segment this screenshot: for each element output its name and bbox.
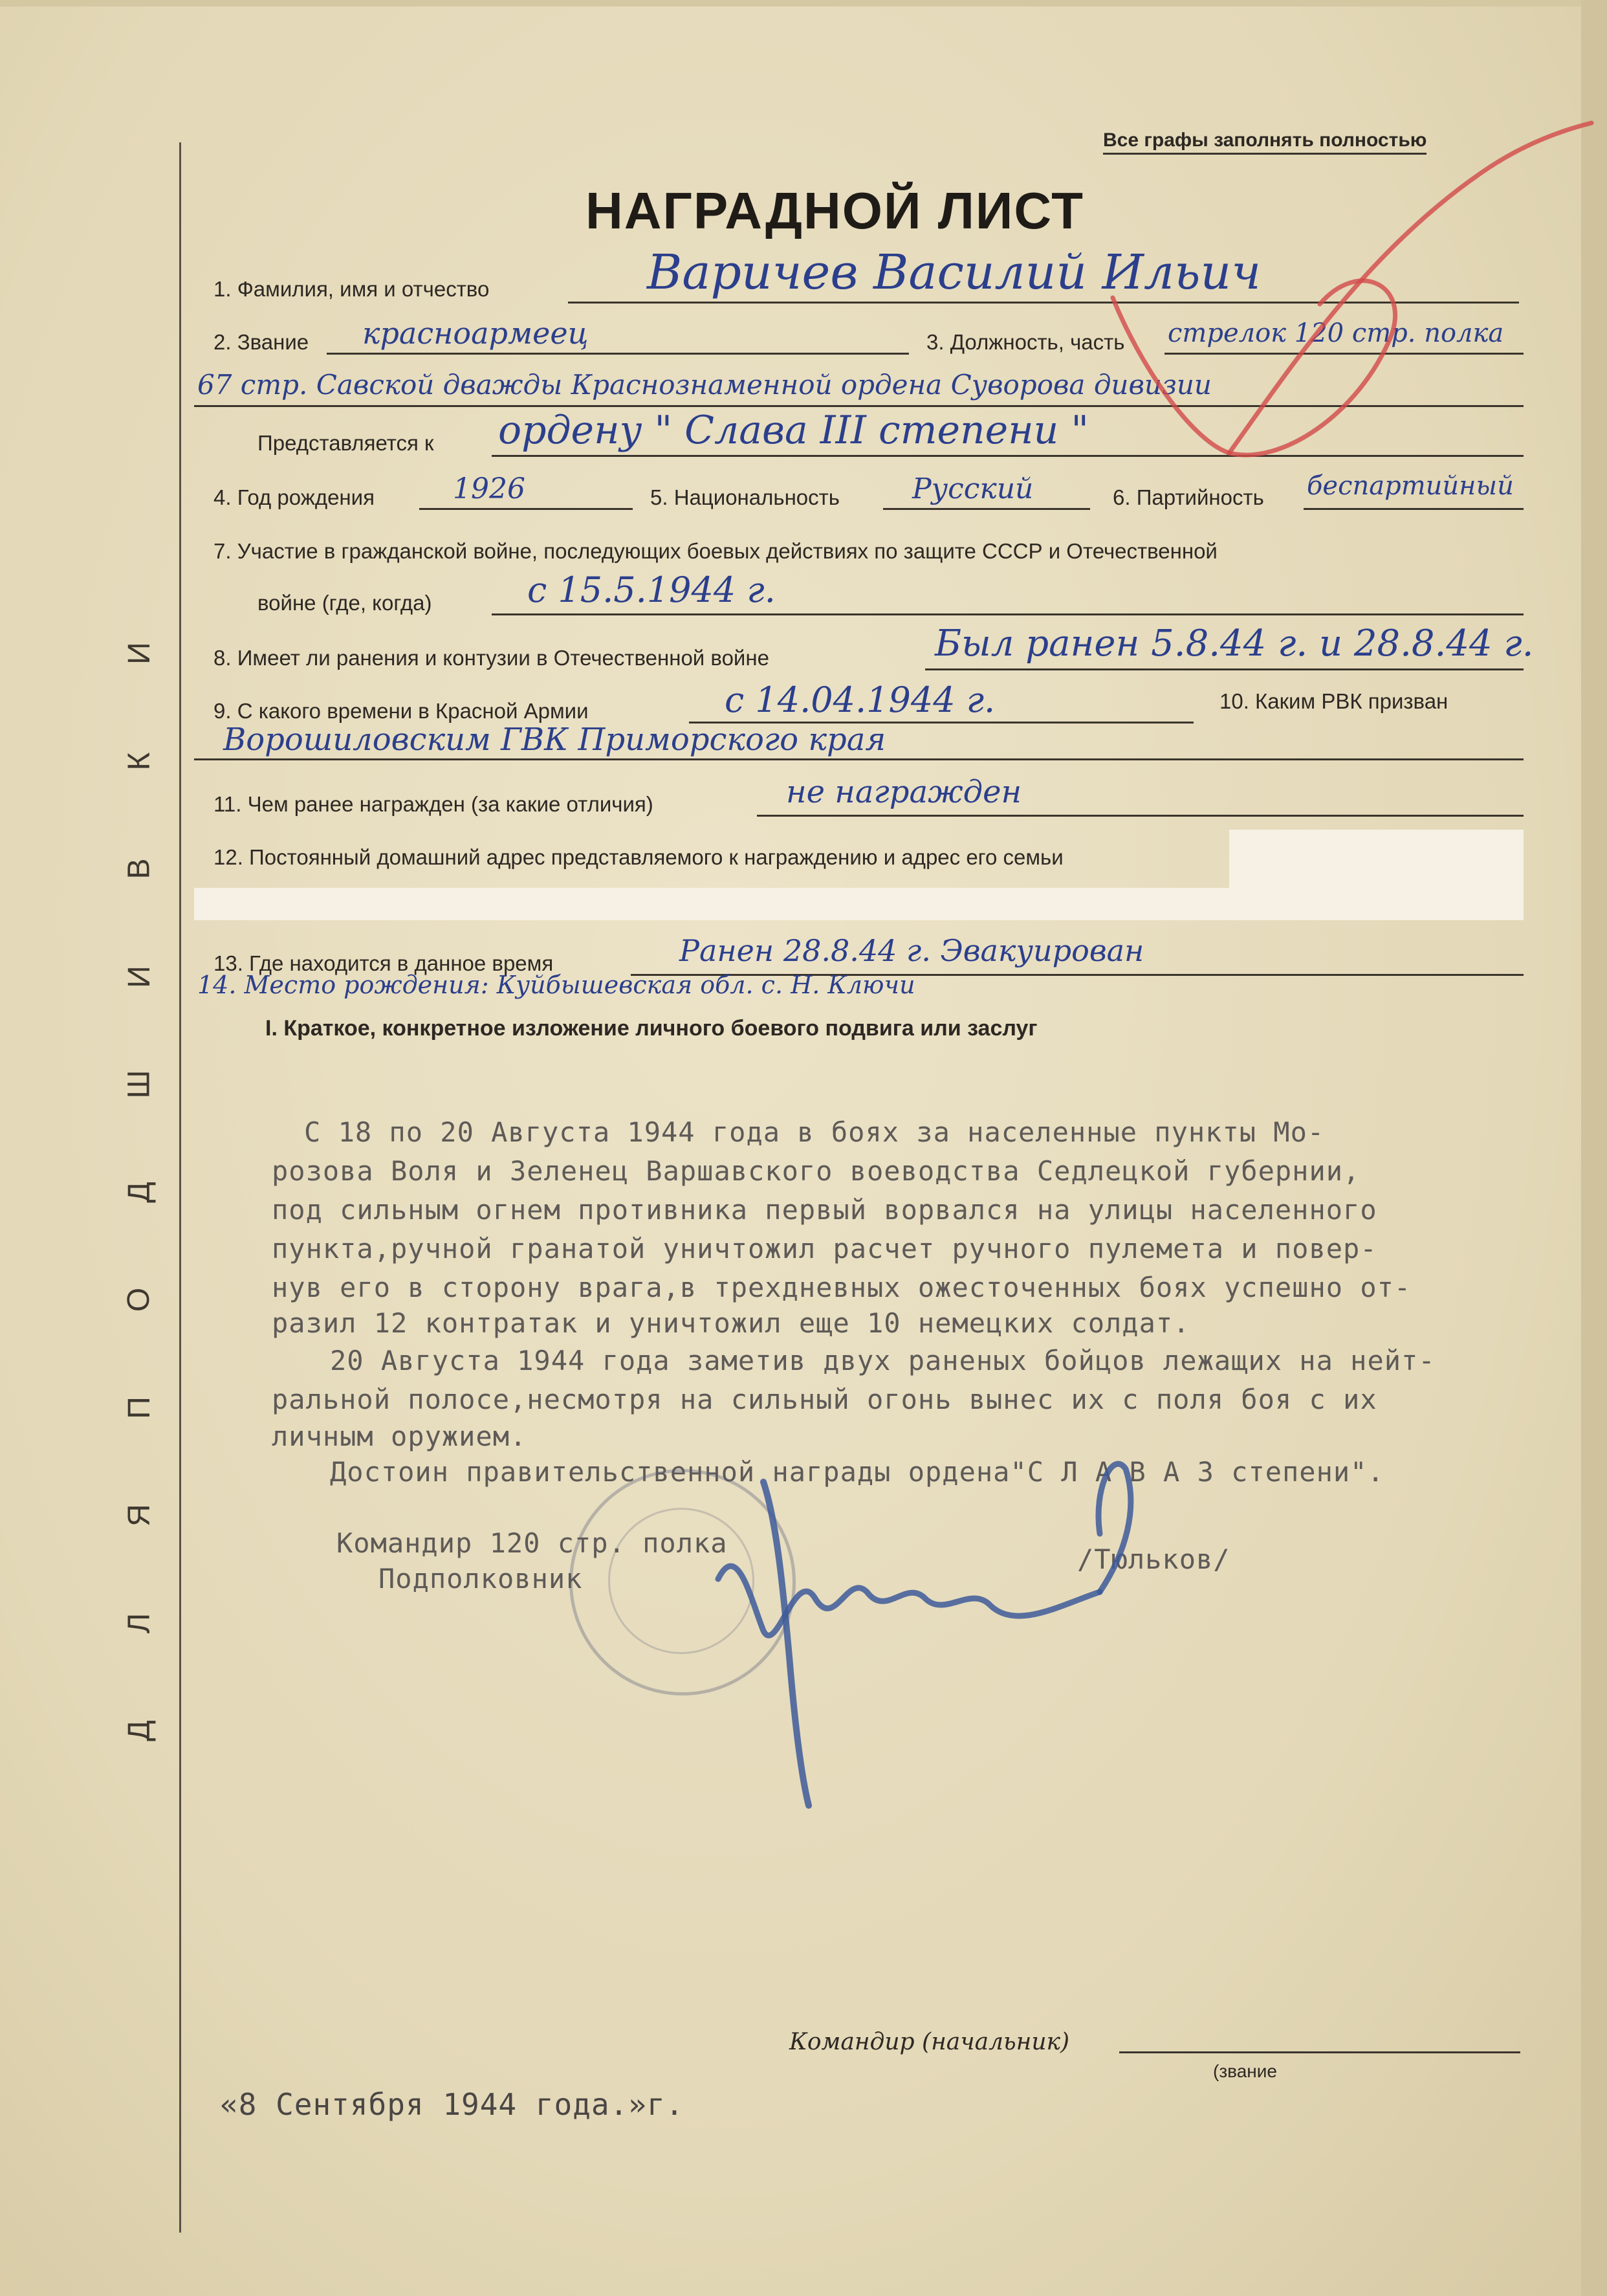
field-1-label: 1. Фамилия, имя и отчество [213,277,490,301]
field-11-label: 11. Чем ранее награжден (за какие отличия) [213,792,653,816]
feat-line: С 18 по 20 Августа 1944 года в боях за населенные пункты Мо- [304,1116,1325,1148]
field-13-value: Ранен 28.8.44 г. Эвакуирован [679,933,1144,968]
field-9-label: 9. С какого времени в Красной Армии [213,699,589,723]
field-6-label: 6. Партийность [1113,485,1264,509]
field-12-label: 12. Постоянный домашний адрес представляемого к награждению и адрес его семьи [213,845,1064,869]
field-4-label: 4. Год рождения [213,485,375,509]
footer-commander-label: Командир (начальник) [789,2029,1070,2055]
field-5-label: 5. Национальность [650,485,840,509]
field-1-value: Варичев Василий Ильич [647,245,1262,300]
side-letter: Д [122,1178,157,1203]
feat-line: 20 Августа 1944 года заметив двух раненых бойцов лежащих на нейт- [330,1345,1436,1376]
field-7-label-a: 7. Участие в гражданской войне, последующих боевых действиях по защите СССР и Отечественной [213,539,1218,563]
feat-line: личным оружием. [272,1420,527,1452]
field-2-label: 2. Звание [213,330,309,354]
nominated-value: ордену " Слава III степени " [498,408,1089,453]
field-11-value: не награжден [786,774,1022,810]
feat-line: разил 12 контратак и уничтожил еще 10 немецких солдат. [272,1307,1190,1339]
field-14-value: 14. Место рождения: Куйбышевская обл. с. Н. Ключи [197,971,915,999]
side-letter: Л [122,1610,157,1633]
side-letter: И [122,639,157,665]
field-8-label: 8. Имеет ли ранения и контузии в Отечественной войне [213,646,769,670]
document-title: НАГРАДНОЙ ЛИСТ [585,182,1084,239]
commander-name: /Тюльков/ [1077,1543,1230,1575]
feat-line: Достоин правительственной награды ордена"С Л А В А 3 степени". [330,1456,1384,1488]
fill-all-fields-note: Все графы заполнять полностью [1103,129,1427,155]
commander-title: Командир 120 стр. полка [336,1527,728,1559]
field-8-value: Был ранен 5.8.44 г. и 28.8.44 г. [935,623,1534,665]
feat-line: нув его в сторону врага,в трехдневных ожесточенных боях успешно от- [272,1272,1412,1303]
side-letter: О [122,1285,157,1312]
unit-value: 67 стр. Савской дважды Краснознаменной ордена Суворова дивизии [197,369,1212,401]
field-10-label: 10. Каким РВК призван [1219,689,1448,713]
side-letter: И [122,962,157,988]
side-letter: В [122,855,157,879]
feat-line: ральной полосе,несмотря на сильный огонь вынес их с поля боя с их [272,1384,1377,1415]
field-6-value: беспартийный [1307,471,1514,501]
field-3-value: стрелок 120 стр. полка [1168,318,1504,348]
footer-date: «8 Сентября 1944 года.»г. [220,2087,684,2122]
field-4-value: 1926 [453,472,525,505]
field-3-label: 3. Должность, часть [926,330,1125,354]
side-letter: Я [122,1501,157,1527]
field-5-value: Русский [912,472,1034,505]
feat-line: розова Воля и Зеленец Варшавского воеводства Седлецкой губернии, [272,1155,1361,1187]
field-7-label-b: войне (где, когда) [257,591,432,615]
field-9-value: с 14.04.1944 г. [725,679,996,720]
feat-line: под сильным огнем противника первый ворвался на улицы населенного [272,1194,1377,1226]
side-letter: П [122,1393,157,1419]
field-10-value: Ворошиловским ГВК Приморского края [223,722,886,758]
footer-rank-label: (звание [1213,2061,1277,2081]
section-heading: I. Краткое, конкретное изложение личного боевого подвига или заслуг [265,1016,1038,1041]
nominated-label: Представляется к [257,431,434,455]
side-letter: Д [122,1717,157,1741]
footer-commander-line [1119,2051,1520,2053]
commander-rank: Подполковник [378,1563,583,1595]
field-7-value: с 15.5.1944 г. [527,569,776,610]
feat-line: пункта,ручной гранатой уничтожил расчет ручного пулемета и повер- [272,1233,1377,1264]
field-13-label: 13. Где находится в данное время [213,951,554,975]
field-2-value: красноармеец [362,316,589,351]
side-letter: Ш [122,1067,157,1099]
side-letter: К [122,749,157,770]
